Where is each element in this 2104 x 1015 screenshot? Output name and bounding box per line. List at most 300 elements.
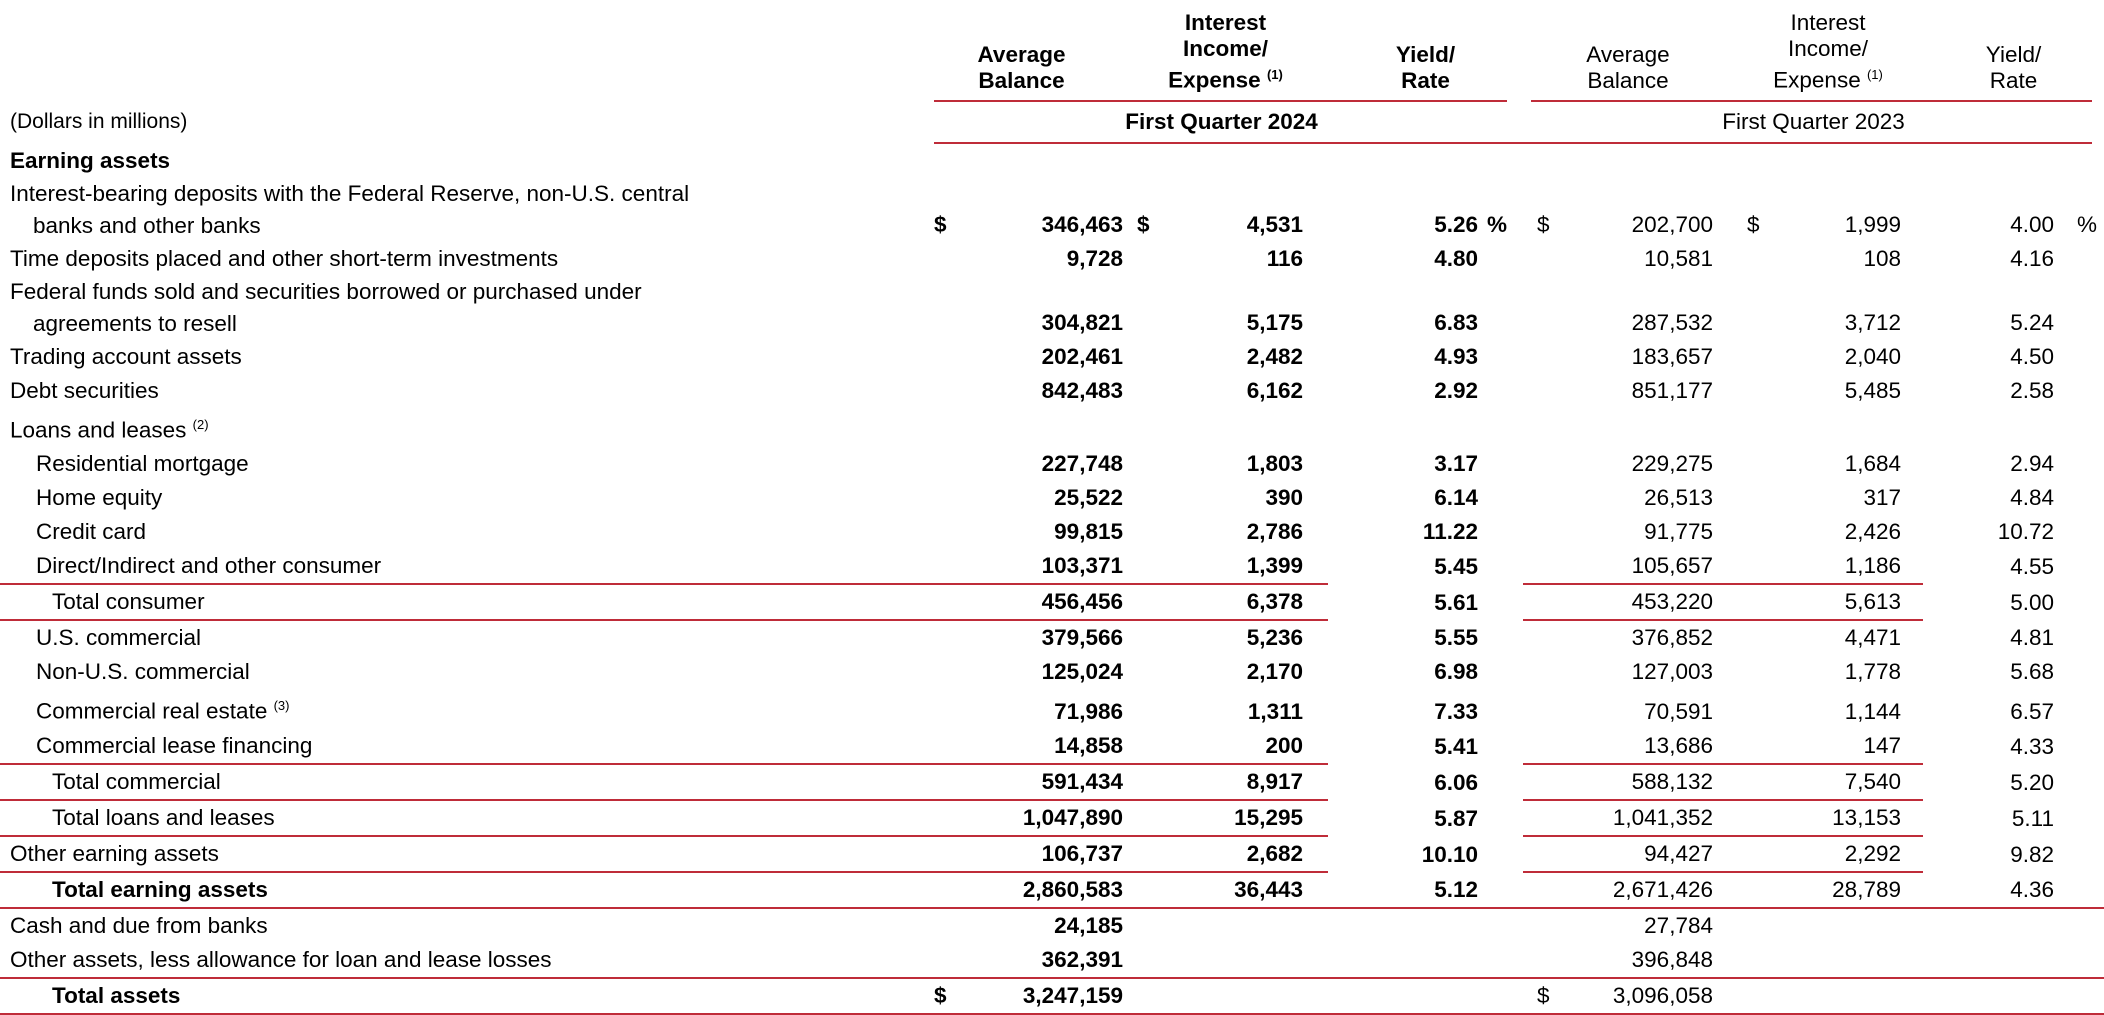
col-head-line: Yield/ xyxy=(1395,41,1456,67)
cell-d3 xyxy=(1523,340,1563,374)
cell-d1 xyxy=(920,447,958,481)
cell-d1 xyxy=(920,872,958,908)
cell-d4: $ xyxy=(1747,211,1760,237)
cell-p23 xyxy=(2068,620,2104,655)
row-label xyxy=(0,276,920,340)
cell-b24: 9,728 xyxy=(1066,245,1123,271)
cell-y23 xyxy=(1923,978,2068,1014)
cell-p23 xyxy=(2068,276,2104,340)
row-label xyxy=(0,764,920,800)
cell-y23: 5.24 xyxy=(2010,309,2054,335)
cell-d4 xyxy=(1733,729,1773,764)
row-label xyxy=(0,689,920,729)
row-label-text: Commercial lease financing xyxy=(36,732,313,758)
cell-y24: 5.12 xyxy=(1328,872,1478,908)
cell-p24 xyxy=(1478,836,1523,872)
cell-y24: 6.98 xyxy=(1434,659,1478,684)
cell-d2 xyxy=(1123,872,1163,908)
cell-i24 xyxy=(1163,908,1328,943)
col-head-line: Interest xyxy=(1184,10,1267,35)
cell-i23 xyxy=(1773,978,1923,1014)
cell-b23: 27,784 xyxy=(1644,912,1713,938)
cell-d1 xyxy=(920,144,958,178)
row-label xyxy=(0,340,920,374)
cell-i23: 5,485 xyxy=(1844,377,1901,403)
col-head-line: Expense xyxy=(1168,67,1261,93)
cell-y23: 4.84 xyxy=(2010,485,2054,510)
table-row xyxy=(0,584,2104,620)
cell-y23: 4.81 xyxy=(2010,625,2054,650)
cell-y23: 4.36 xyxy=(1923,872,2068,908)
cell-d1 xyxy=(920,276,958,340)
cell-i23: 3,712 xyxy=(1844,309,1901,335)
row-label-line: banks and other banks xyxy=(33,212,261,238)
cell-d2 xyxy=(1123,242,1163,276)
table-row xyxy=(0,655,2104,689)
cell-d3 xyxy=(1523,620,1563,655)
row-label-text: Non-U.S. commercial xyxy=(36,659,250,684)
cell-y24 xyxy=(1328,943,1478,978)
cell-d4 xyxy=(1733,481,1773,515)
table-row xyxy=(0,729,2104,764)
cell-i23: 4,471 xyxy=(1844,625,1901,650)
cell-d2 xyxy=(1123,340,1163,374)
cell-d4 xyxy=(1733,515,1773,549)
cell-b24: 2,860,583 xyxy=(958,872,1123,908)
cell-y23: 10.72 xyxy=(1997,519,2054,544)
cell-y23 xyxy=(1923,408,2068,448)
cell-b24: 362,391 xyxy=(958,943,1123,978)
cell-p23 xyxy=(2068,729,2104,764)
cell-i23: 5,613 xyxy=(1773,584,1923,620)
cell-p24 xyxy=(1478,764,1523,800)
row-label xyxy=(0,549,920,584)
row-label-text: Other earning assets xyxy=(10,840,219,866)
cell-i24: 1,803 xyxy=(1246,451,1303,476)
row-label xyxy=(0,584,920,620)
cell-d4 xyxy=(1733,978,1773,1014)
cell-d3 xyxy=(1523,800,1563,836)
col-head-interest-income-2023 xyxy=(1733,0,1923,100)
row-label xyxy=(0,178,920,242)
cell-d4 xyxy=(1733,276,1773,340)
cell-d1 xyxy=(920,340,958,374)
col-head-line: Balance xyxy=(1587,67,1669,93)
cell-p24 xyxy=(1478,447,1523,481)
row-label-text: Trading account assets xyxy=(10,343,242,369)
cell-d3 xyxy=(1523,836,1563,872)
cell-b24: 456,456 xyxy=(958,584,1123,620)
col-head-line: Yield/ xyxy=(1985,41,2042,67)
cell-d4 xyxy=(1733,655,1773,689)
row-label-text: Total loans and leases xyxy=(52,804,275,830)
row-label-text: Home equity xyxy=(36,485,163,510)
table-row xyxy=(0,447,2104,481)
table-row xyxy=(0,178,2104,242)
col-head-line: Income/ xyxy=(1787,36,1869,61)
cell-i23 xyxy=(1773,908,1923,943)
cell-d2 xyxy=(1123,655,1163,689)
cell-i24: 1,399 xyxy=(1163,549,1328,584)
row-label-text: Credit card xyxy=(36,519,147,544)
cell-y24: 6.83 xyxy=(1434,309,1478,335)
row-label xyxy=(0,978,920,1014)
cell-d2 xyxy=(1123,374,1163,408)
cell-y24: 7.33 xyxy=(1434,698,1478,724)
cell-y23: 2.58 xyxy=(2010,377,2054,403)
cell-b23 xyxy=(1563,408,1733,448)
row-label xyxy=(0,943,920,978)
cell-p23 xyxy=(2068,408,2104,448)
row-label-text: Earning assets xyxy=(10,147,171,173)
cell-y24: 5.45 xyxy=(1434,554,1478,579)
row-label-text: Total consumer xyxy=(52,589,205,614)
cell-p23 xyxy=(2068,515,2104,549)
cell-i23: 1,684 xyxy=(1844,451,1901,476)
cell-p24 xyxy=(1478,729,1523,764)
cell-y23 xyxy=(1923,908,2068,943)
cell-d3 xyxy=(1523,655,1563,689)
cell-d3 xyxy=(1523,276,1563,340)
col-head-line: Rate xyxy=(1989,67,2038,93)
cell-b23: 453,220 xyxy=(1563,584,1733,620)
cell-y23: 2.94 xyxy=(2010,451,2054,476)
cell-d2 xyxy=(1123,481,1163,515)
cell-d3 xyxy=(1523,549,1563,584)
col-head-line: Average xyxy=(977,41,1066,67)
cell-p23 xyxy=(2068,689,2104,729)
cell-i24: 36,443 xyxy=(1163,872,1328,908)
col-head-interest-income-2024 xyxy=(1123,0,1328,100)
cell-y24: 5.41 xyxy=(1434,733,1478,759)
cell-i23: 317 xyxy=(1863,485,1901,510)
cell-d1 xyxy=(920,515,958,549)
period-2024: First Quarter 2024 xyxy=(1125,108,1318,134)
col-head-line: Rate xyxy=(1401,67,1450,93)
table-row xyxy=(0,689,2104,729)
cell-i23: 2,292 xyxy=(1773,836,1923,872)
dollars-in-millions-note: (Dollars in millions) xyxy=(10,109,188,133)
period-row xyxy=(0,102,2104,142)
row-label xyxy=(0,408,920,448)
cell-i24: 5,175 xyxy=(1246,309,1303,335)
label-column-spacer xyxy=(0,0,920,100)
cell-p23 xyxy=(2068,144,2104,178)
cell-i23 xyxy=(1773,408,1923,448)
cell-d4 xyxy=(1733,549,1773,584)
row-label xyxy=(0,242,920,276)
cell-d1 xyxy=(920,655,958,689)
cell-d1 xyxy=(920,408,958,448)
cell-d2 xyxy=(1123,620,1163,655)
cell-d1 xyxy=(920,374,958,408)
row-label-text: Residential mortgage xyxy=(36,451,249,476)
cell-y24: 5.87 xyxy=(1434,805,1478,831)
row-label xyxy=(0,374,920,408)
row-label-text: Total earning assets xyxy=(52,876,268,902)
row-label xyxy=(0,447,920,481)
footnote-ref: (3) xyxy=(273,698,290,713)
cell-p23 xyxy=(2068,764,2104,800)
cell-b23: 183,657 xyxy=(1631,343,1713,369)
cell-d3 xyxy=(1523,943,1563,978)
cell-d4 xyxy=(1733,908,1773,943)
cell-p24 xyxy=(1478,978,1523,1014)
cell-p24 xyxy=(1478,515,1523,549)
cell-b23: 287,532 xyxy=(1631,309,1713,335)
cell-b24: 1,047,890 xyxy=(958,800,1123,836)
cell-d1 xyxy=(920,729,958,764)
cell-i24: 2,786 xyxy=(1246,519,1303,544)
cell-i23: 2,040 xyxy=(1844,343,1901,369)
cell-b23: 70,591 xyxy=(1644,698,1713,724)
cell-b24: 24,185 xyxy=(1054,912,1123,938)
cell-b23: 588,132 xyxy=(1563,764,1733,800)
row-label-text: Time deposits placed and other short-term investments xyxy=(10,245,559,271)
cell-p23 xyxy=(2068,374,2104,408)
cell-y24: 11.22 xyxy=(1422,519,1478,544)
cell-b23: 376,852 xyxy=(1631,625,1713,650)
cell-i23 xyxy=(1773,943,1923,978)
cell-b24: 106,737 xyxy=(958,836,1123,872)
cell-d2 xyxy=(1123,978,1163,1014)
cell-b24: 591,434 xyxy=(958,764,1123,800)
cell-d2 xyxy=(1123,764,1163,800)
cell-d4 xyxy=(1733,408,1773,448)
cell-p24: % xyxy=(1487,211,1508,237)
cell-y24: 2.92 xyxy=(1434,377,1478,403)
cell-d3 xyxy=(1523,689,1563,729)
cell-y24: 10.10 xyxy=(1421,841,1478,867)
cell-y24 xyxy=(1328,144,1478,178)
cell-i24: 1,311 xyxy=(1247,698,1303,724)
cell-y23: 4.16 xyxy=(2010,245,2054,271)
cell-d3: $ xyxy=(1537,211,1550,237)
cell-d2 xyxy=(1123,408,1163,448)
cell-y24 xyxy=(1328,978,1478,1014)
cell-y24 xyxy=(1328,908,1478,943)
cell-d2: $ xyxy=(1137,211,1150,237)
cell-b23 xyxy=(1563,144,1733,178)
cell-b24: 71,986 xyxy=(1054,698,1123,724)
cell-d2 xyxy=(1123,144,1163,178)
cell-y24: 4.80 xyxy=(1434,245,1478,271)
cell-p24 xyxy=(1478,872,1523,908)
row-label xyxy=(0,481,920,515)
cell-i23: 147 xyxy=(1773,729,1923,764)
cell-i24 xyxy=(1163,408,1328,448)
cell-p24 xyxy=(1478,584,1523,620)
cell-y23: 5.00 xyxy=(2010,590,2054,615)
cell-p24 xyxy=(1478,549,1523,584)
col-head-average-balance-2024 xyxy=(920,0,1123,100)
cell-d3 xyxy=(1523,515,1563,549)
cell-p24 xyxy=(1478,340,1523,374)
row-label-text: Cash and due from banks xyxy=(10,912,268,938)
cell-b23: 13,686 xyxy=(1563,729,1733,764)
cell-i24: 200 xyxy=(1163,729,1328,764)
row-label xyxy=(0,515,920,549)
row-label-line: Federal funds sold and securities borrowed or purchased under xyxy=(10,278,642,304)
cell-y24: 6.14 xyxy=(1434,485,1478,510)
cell-b24 xyxy=(958,144,1123,178)
row-label xyxy=(0,836,920,872)
table-row xyxy=(0,836,2104,872)
cell-y24: 5.55 xyxy=(1434,625,1478,650)
table-row xyxy=(0,242,2104,276)
cell-b24: 3,247,159 xyxy=(958,978,1123,1014)
row-label-text: Debt securities xyxy=(10,377,159,403)
col-head-line: Balance xyxy=(978,67,1065,93)
cell-y23: 5.20 xyxy=(2010,769,2054,795)
cell-i23: 1,999 xyxy=(1844,211,1901,237)
cell-i24 xyxy=(1163,978,1328,1014)
cell-i24: 4,531 xyxy=(1246,211,1303,237)
table-row xyxy=(0,374,2104,408)
cell-b24: 304,821 xyxy=(1041,309,1123,335)
row-label-text: Direct/Indirect and other consumer xyxy=(36,553,382,578)
cell-y23: 4.50 xyxy=(2010,343,2054,369)
row-label-text: Total assets xyxy=(52,982,181,1008)
cell-d4 xyxy=(1733,800,1773,836)
cell-p23 xyxy=(2068,800,2104,836)
cell-b23: 3,096,058 xyxy=(1563,978,1733,1014)
cell-i24: 2,482 xyxy=(1246,343,1303,369)
cell-d1: $ xyxy=(920,978,958,1014)
row-label-text: Loans and leases xyxy=(10,417,187,442)
cell-d3: $ xyxy=(1523,978,1563,1014)
cell-i24: 390 xyxy=(1265,485,1303,510)
cell-p23 xyxy=(2068,872,2104,908)
cell-d1 xyxy=(920,764,958,800)
cell-d3 xyxy=(1523,764,1563,800)
table-row xyxy=(0,908,2104,943)
cell-d4 xyxy=(1733,144,1773,178)
cell-d4 xyxy=(1733,872,1773,908)
row-label-text: Other assets, less allowance for loan and lease losses xyxy=(10,946,552,972)
cell-y23 xyxy=(1923,144,2068,178)
cell-i23: 1,144 xyxy=(1844,698,1901,724)
table-row xyxy=(0,872,2104,908)
cell-d4 xyxy=(1733,242,1773,276)
row-label xyxy=(0,655,920,689)
cell-b23: 1,041,352 xyxy=(1563,800,1733,836)
cell-d1 xyxy=(920,620,958,655)
cell-d4 xyxy=(1733,584,1773,620)
cell-d2 xyxy=(1123,943,1163,978)
cell-i23: 1,186 xyxy=(1773,549,1923,584)
cell-b23: 105,657 xyxy=(1563,549,1733,584)
footnote-ref: (2) xyxy=(192,416,209,432)
cell-y23: 5.68 xyxy=(2010,659,2054,684)
cell-i23: 108 xyxy=(1863,245,1901,271)
cell-y23: 4.55 xyxy=(2010,554,2054,579)
cell-p24 xyxy=(1478,908,1523,943)
col-head-yield-rate-2023 xyxy=(1923,0,2104,100)
cell-d3 xyxy=(1523,481,1563,515)
cell-d1 xyxy=(920,584,958,620)
cell-d2 xyxy=(1123,836,1163,872)
cell-p23 xyxy=(2068,340,2104,374)
cell-d3 xyxy=(1523,872,1563,908)
cell-d4 xyxy=(1733,764,1773,800)
cell-y23: 4.00 xyxy=(2010,211,2054,237)
cell-d1 xyxy=(920,481,958,515)
cell-i23 xyxy=(1773,144,1923,178)
cell-i24 xyxy=(1163,943,1328,978)
cell-i24: 2,170 xyxy=(1246,659,1303,684)
cell-d1 xyxy=(920,836,958,872)
cell-b24 xyxy=(958,408,1123,448)
row-label xyxy=(0,872,920,908)
cell-d2 xyxy=(1123,729,1163,764)
row-label-line: agreements to resell xyxy=(33,310,237,336)
cell-i23: 7,540 xyxy=(1773,764,1923,800)
cell-b23: 91,775 xyxy=(1644,519,1713,544)
cell-y23: 6.57 xyxy=(2010,698,2054,724)
cell-d4 xyxy=(1733,620,1773,655)
cell-b24: 346,463 xyxy=(1041,211,1123,237)
cell-i24: 15,295 xyxy=(1163,800,1328,836)
cell-d1 xyxy=(920,908,958,943)
cell-d1 xyxy=(920,242,958,276)
cell-d3 xyxy=(1523,408,1563,448)
cell-p23 xyxy=(2068,549,2104,584)
table-row xyxy=(0,800,2104,836)
cell-b24: 99,815 xyxy=(1054,519,1123,544)
cell-i23: 2,426 xyxy=(1844,519,1901,544)
row-label-text: Total commercial xyxy=(52,768,221,794)
row-label xyxy=(0,620,920,655)
cell-i24: 8,917 xyxy=(1163,764,1328,800)
cell-d1 xyxy=(920,689,958,729)
cell-i23: 1,778 xyxy=(1844,659,1901,684)
cell-d3 xyxy=(1523,729,1563,764)
col-head-line: Average xyxy=(1586,41,1670,67)
cell-p23 xyxy=(2068,978,2104,1014)
cell-b24: 379,566 xyxy=(1041,625,1123,650)
cell-d2 xyxy=(1123,584,1163,620)
cell-y24: 4.93 xyxy=(1434,343,1478,369)
cell-p23 xyxy=(2068,943,2104,978)
cell-p23 xyxy=(2068,242,2104,276)
cell-d1: $ xyxy=(934,211,947,237)
cell-d3 xyxy=(1523,242,1563,276)
cell-b23: 127,003 xyxy=(1631,659,1713,684)
cell-p23 xyxy=(2068,908,2104,943)
table-row xyxy=(0,408,2104,448)
cell-p24 xyxy=(1478,943,1523,978)
cell-d4 xyxy=(1733,689,1773,729)
cell-d2 xyxy=(1123,689,1163,729)
cell-d1 xyxy=(920,800,958,836)
cell-d3 xyxy=(1523,144,1563,178)
cell-d2 xyxy=(1123,908,1163,943)
col-head-line: Interest xyxy=(1790,10,1866,35)
cell-d3 xyxy=(1523,447,1563,481)
row-label xyxy=(0,800,920,836)
cell-b24: 25,522 xyxy=(1054,485,1123,510)
cell-y23: 5.11 xyxy=(2011,805,2054,831)
cell-d3 xyxy=(1523,374,1563,408)
cell-d4 xyxy=(1733,447,1773,481)
cell-p23 xyxy=(2068,584,2104,620)
cell-b23: 2,671,426 xyxy=(1563,872,1733,908)
row-label-text: U.S. commercial xyxy=(36,625,202,650)
cell-i24 xyxy=(1163,144,1328,178)
cell-i24: 6,378 xyxy=(1163,584,1328,620)
cell-p23: % xyxy=(2077,211,2098,237)
